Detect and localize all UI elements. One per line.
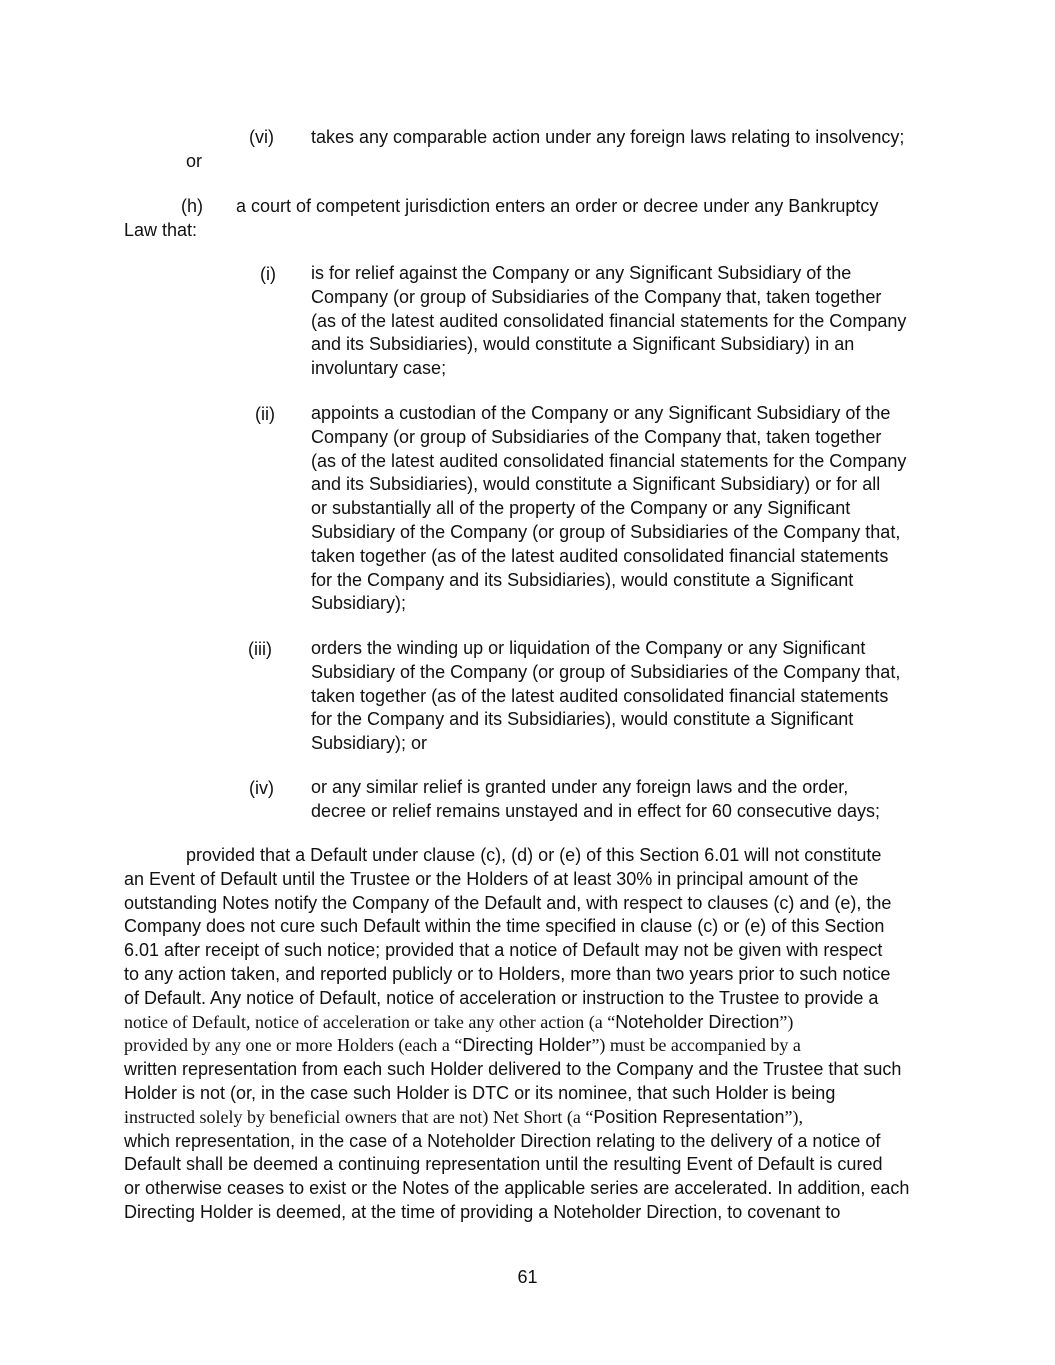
- proviso-line: to any action taken, and reported publicly or to Holders, more than two years prior to such notice: [124, 963, 891, 984]
- clause-h-label: (h): [181, 196, 203, 216]
- subclause-iii-label: (iii): [248, 639, 272, 659]
- proviso-line-position-representation: [124, 1106, 936, 1130]
- subclause-line: (as of the latest audited consolidated financial statements for the Company: [311, 450, 907, 471]
- proviso-line: Default shall be deemed a continuing representation until the resulting Event of Default is cured: [124, 1154, 883, 1175]
- clause-vi-text: takes any comparable action under any foreign laws relating to insolvency;: [311, 127, 905, 147]
- clause-h-continuation: Law that:: [124, 220, 198, 240]
- subclause-iv-text: [311, 776, 941, 824]
- proviso-line: an Event of Default until the Trustee or the Holders of at least 30% in principal amount of the: [124, 868, 859, 889]
- clause-vi-label: (vi): [249, 127, 274, 147]
- proviso-line: outstanding Notes notify the Company of the Default and, with respect to clauses (c) and (e), the: [124, 892, 892, 913]
- subclause-line: for the Company and its Subsidiaries), would constitute a Significant: [311, 709, 854, 730]
- proviso-line: written representation from each such Holder delivered to the Company and the Trustee that such: [124, 1059, 902, 1080]
- proviso-line: of Default. Any notice of Default, notice of acceleration or instruction to the Trustee to provide a: [124, 987, 879, 1008]
- proviso-line: 6.01 after receipt of such notice; provided that a notice of Default may not be given with respect: [124, 940, 883, 961]
- proviso-line: Company does not cure such Default within the time specified in clause (c) or (e) of this Section: [124, 916, 885, 937]
- proviso-line: Holder is not (or, in the case such Holder is DTC or its nominee, that such Holder is being: [124, 1082, 836, 1103]
- subclause-ii-text: [311, 402, 941, 616]
- subclause-line: Company (or group of Subsidiaries of the Company that, taken together: [311, 286, 882, 307]
- clause-h-text: a court of competent jurisdiction enters an order or decree under any Bankruptcy: [236, 196, 879, 216]
- proviso-line-directing-holder: [124, 1034, 936, 1058]
- subclause-line: involuntary case;: [311, 358, 447, 379]
- proviso-line: which representation, in the case of a Noteholder Direction relating to the delivery of a notice of: [124, 1130, 881, 1151]
- subclause-line: or substantially all of the property of the Company or any Significant: [311, 498, 851, 519]
- subclause-line: decree or relief remains unstayed and in effect for 60 consecutive days;: [311, 800, 880, 821]
- defined-term-directing-holder: Directing Holder: [462, 1035, 592, 1056]
- subclause-line: taken together (as of the latest audited consolidated financial statements: [311, 545, 889, 566]
- serif-fragment: instructed solely by beneficial owners that are not) Net Short (a “: [124, 1106, 594, 1127]
- proviso-line: or otherwise ceases to exist or the Notes of the applicable series are accelerated. In addition, each: [124, 1178, 910, 1199]
- proviso-paragraph: [124, 844, 936, 1225]
- subclause-line: Subsidiary of the Company (or group of Subsidiaries of the Company that,: [311, 521, 901, 542]
- subclause-line: and its Subsidiaries), would constitute a Significant Subsidiary) in an: [311, 334, 855, 355]
- subclause-iii-text: [311, 637, 941, 756]
- clause-vi-trailer: or: [186, 151, 203, 171]
- subclause-line: taken together (as of the latest audited consolidated financial statements: [311, 685, 889, 706]
- subclause-line: is for relief against the Company or any Significant Subsidiary of the: [311, 263, 852, 283]
- subclause-line: appoints a custodian of the Company or any Significant Subsidiary of the: [311, 403, 891, 423]
- proviso-line: provided that a Default under clause (c), (d) or (e) of this Section 6.01 will not constitute: [186, 845, 882, 865]
- subclause-iv-label: (iv): [249, 778, 274, 798]
- page-number: 61: [517, 1267, 538, 1287]
- subclause-line: or any similar relief is granted under any foreign laws and the order,: [311, 777, 849, 797]
- subclause-i-text: [311, 262, 941, 381]
- defined-term-noteholder-direction: Noteholder Direction: [615, 1011, 780, 1032]
- serif-fragment: ”),: [784, 1106, 803, 1127]
- serif-fragment: ”) must be accompanied by a: [591, 1035, 801, 1056]
- serif-fragment: provided by any one or more Holders (each a “: [124, 1035, 463, 1056]
- serif-fragment: ”): [779, 1011, 794, 1032]
- subclause-line: (as of the latest audited consolidated financial statements for the Company: [311, 310, 907, 331]
- subclause-ii-label: (ii): [255, 404, 275, 424]
- subclause-line: Subsidiary of the Company (or group of Subsidiaries of the Company that,: [311, 661, 901, 682]
- proviso-line-noteholder-direction: [124, 1011, 936, 1035]
- serif-fragment: notice of Default, notice of acceleration or take any other action (a “: [124, 1011, 616, 1032]
- subclause-line: and its Subsidiaries), would constitute a Significant Subsidiary) or for all: [311, 474, 881, 495]
- subclause-line: Company (or group of Subsidiaries of the Company that, taken together: [311, 426, 882, 447]
- subclause-i-label: (i): [260, 264, 276, 284]
- subclause-line: Subsidiary);: [311, 593, 407, 614]
- subclause-line: Subsidiary); or: [311, 733, 428, 754]
- proviso-line: Directing Holder is deemed, at the time of providing a Noteholder Direction, to covenant to: [124, 1201, 841, 1222]
- subclause-line: orders the winding up or liquidation of the Company or any Significant: [311, 638, 866, 658]
- subclause-line: for the Company and its Subsidiaries), would constitute a Significant: [311, 569, 854, 590]
- defined-term-position-representation: Position Representation: [593, 1106, 785, 1127]
